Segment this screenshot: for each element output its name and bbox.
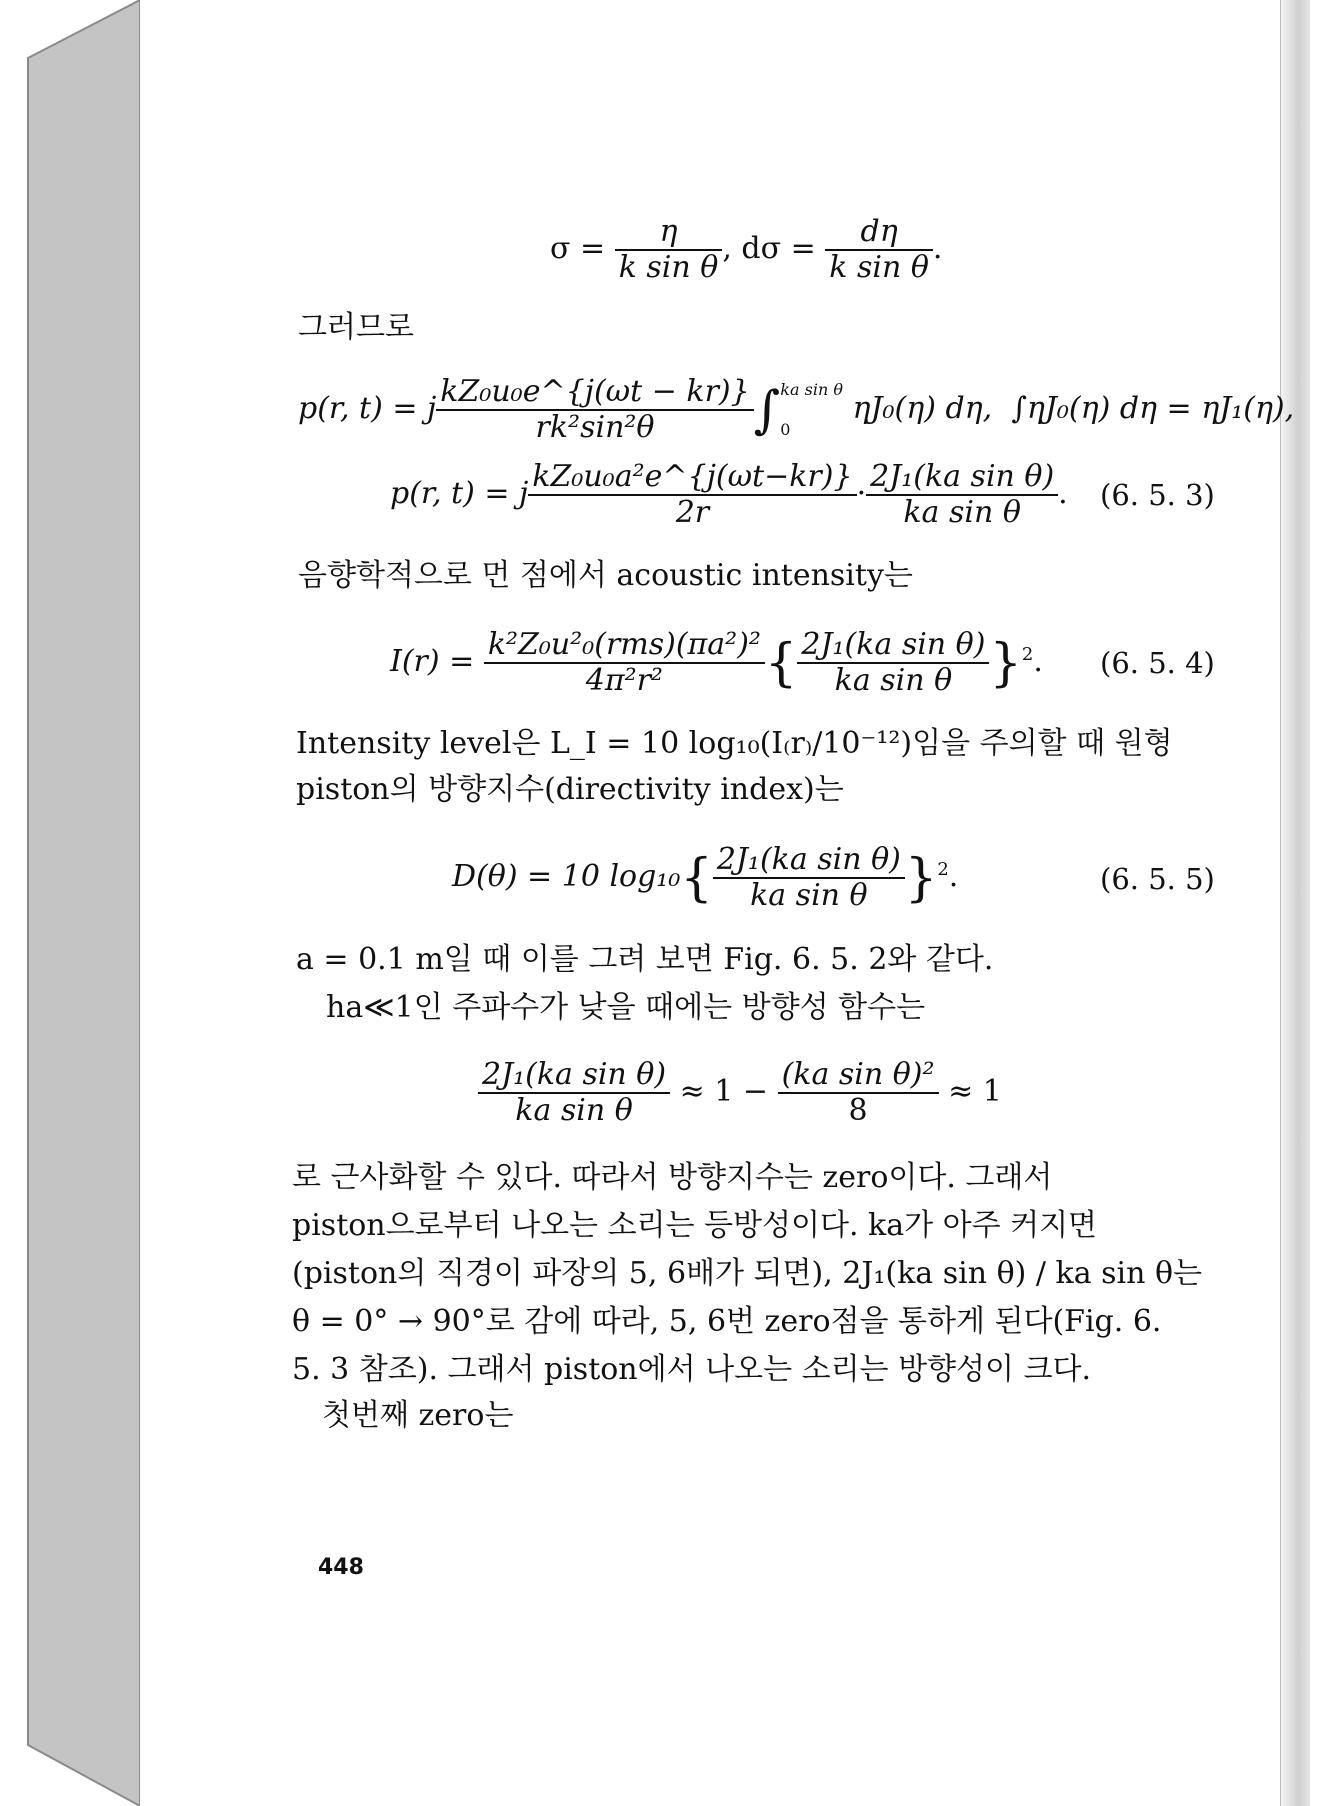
eq-text: I(r) = [390,644,484,679]
fraction [866,460,1058,530]
equation-p2 [390,460,1068,530]
eq-text: p(r, t) = j [298,391,437,426]
exponent: 2 [937,859,949,880]
fraction [615,215,723,285]
eq-text: ka sin θ [750,878,868,913]
text-level-2: piston의 방향지수(directivity index)는 [296,772,844,807]
eq-text: (ka sin θ)² [781,1057,935,1092]
eq-text: . [932,231,943,266]
fraction [825,215,933,285]
eq-text: k sin θ [618,250,719,285]
eq-text: ka sin θ [515,1093,633,1128]
fraction [797,628,989,698]
equation-sigma [550,215,942,285]
fraction [528,460,856,530]
paragraph-line-6: 첫번째 zero는 [322,1398,514,1433]
fraction [713,843,905,913]
equation-intensity: I(r) = $\frac{\text{k²Z₀u²₀(rms)(πa²)²}}{\text{4π²r²}}$ { $\frac{\text{2J₁(ka sin θ)}}{\text{ka sin θ}}$ }$^2$. [390,627,1043,698]
eq-text: kZ₀u₀a²e^{j(ωt−kr)} [532,459,853,494]
text-a: a = 0.1 m일 때 이를 그려 보면 Fig. 6. 5. 2와 같다. [296,942,994,977]
eq-text: ∫ηJ₀(η) dη = ηJ₁(η), [1011,391,1295,426]
integral-upper: ka sin θ [780,380,843,399]
exponent: 2 [1021,644,1034,665]
fraction [778,1058,939,1128]
eq-text: . [1058,476,1068,511]
eq-text: kZ₀u₀e^{j(ωt − kr)} [440,374,750,409]
equation-number-653: (6. 5. 3) [1100,478,1215,512]
eq-text: 2J₁(ka sin θ) [870,459,1055,494]
page-edge [1280,0,1310,1806]
equation-directivity: D(θ) = 10 log₁₀{ $\frac{\text{2J₁(ka sin θ)}}{\text{ka sin θ}}$ }$^2$. [452,842,959,913]
equation-approx [478,1058,1002,1128]
equation-p1 [298,375,1294,445]
eq-text: · [856,476,867,511]
eq-text: ≈ 1 − [670,1074,778,1109]
integral-sign: ∫ [753,380,781,440]
equation-number-654: (6. 5. 4) [1100,646,1215,680]
eq-text: 8 [848,1093,868,1128]
paragraph-line-1: 로 근사화할 수 있다. 따라서 방향지수는 zero이다. 그래서 [292,1160,1053,1195]
equation-number-655: (6. 5. 5) [1100,862,1215,896]
eq-text: . [948,859,959,894]
eq-text: k sin θ [829,250,929,285]
eq-text: 4π²r² [585,663,663,698]
eq-text: ka sin θ [834,663,953,698]
eq-text: ≈ 1 [938,1074,1002,1109]
eq-text: , dσ = [722,231,826,266]
page-number: 448 [318,1555,364,1580]
text-level-1: Intensity level은 L_I = 10 log₁₀(I₍r₎/10⁻¹²)임을 주의할 때 원형 [296,726,1173,761]
text-ha: ha≪1인 주파수가 낮을 때에는 방향성 함수는 [326,990,926,1025]
eq-text: ηJ₀(η) dη, [852,391,993,426]
eq-text: p(r, t) = j [390,476,529,511]
eq-text: 2J₁(ka sin θ) [482,1057,667,1092]
paragraph-line-4: θ = 0° → 90°로 감에 따라, 5, 6번 zero점을 통하게 된다(Fig. 6. [292,1304,1162,1339]
eq-text: ka sin θ [903,495,1021,530]
eq-text: D(θ) = 10 log₁₀ [452,859,681,894]
eq-text: k²Z₀u²₀(rms)(πa²)² [487,627,761,662]
text-intensity: 음향학적으로 먼 점에서 acoustic intensity는 [298,558,913,593]
eq-text: rk²sin²θ [535,410,655,445]
fraction [478,1058,670,1128]
eq-text: η [659,214,678,249]
paragraph-line-5: 5. 3 참조). 그래서 piston에서 나오는 소리는 방향성이 크다. [292,1352,1092,1387]
paragraph-line-3: (piston의 직경이 파장의 5, 6배가 되면), 2J₁(ka sin θ) / ka sin θ는 [292,1256,1203,1291]
eq-text: 2J₁(ka sin θ) [801,627,986,662]
paragraph-line-2: piston으로부터 나오는 소리는 등방성이다. ka가 아주 커지면 [292,1208,1098,1243]
eq-text: dη [860,214,898,249]
integral-lower: 0 [780,420,791,439]
fraction [436,375,753,445]
eq-text: . [1033,644,1043,679]
fraction [484,628,765,698]
text-geureomeuro: 그러므로 [298,310,414,345]
eq-text: σ = [550,231,615,266]
eq-text: 2J₁(ka sin θ) [716,842,901,877]
eq-text: 2r [675,495,710,530]
